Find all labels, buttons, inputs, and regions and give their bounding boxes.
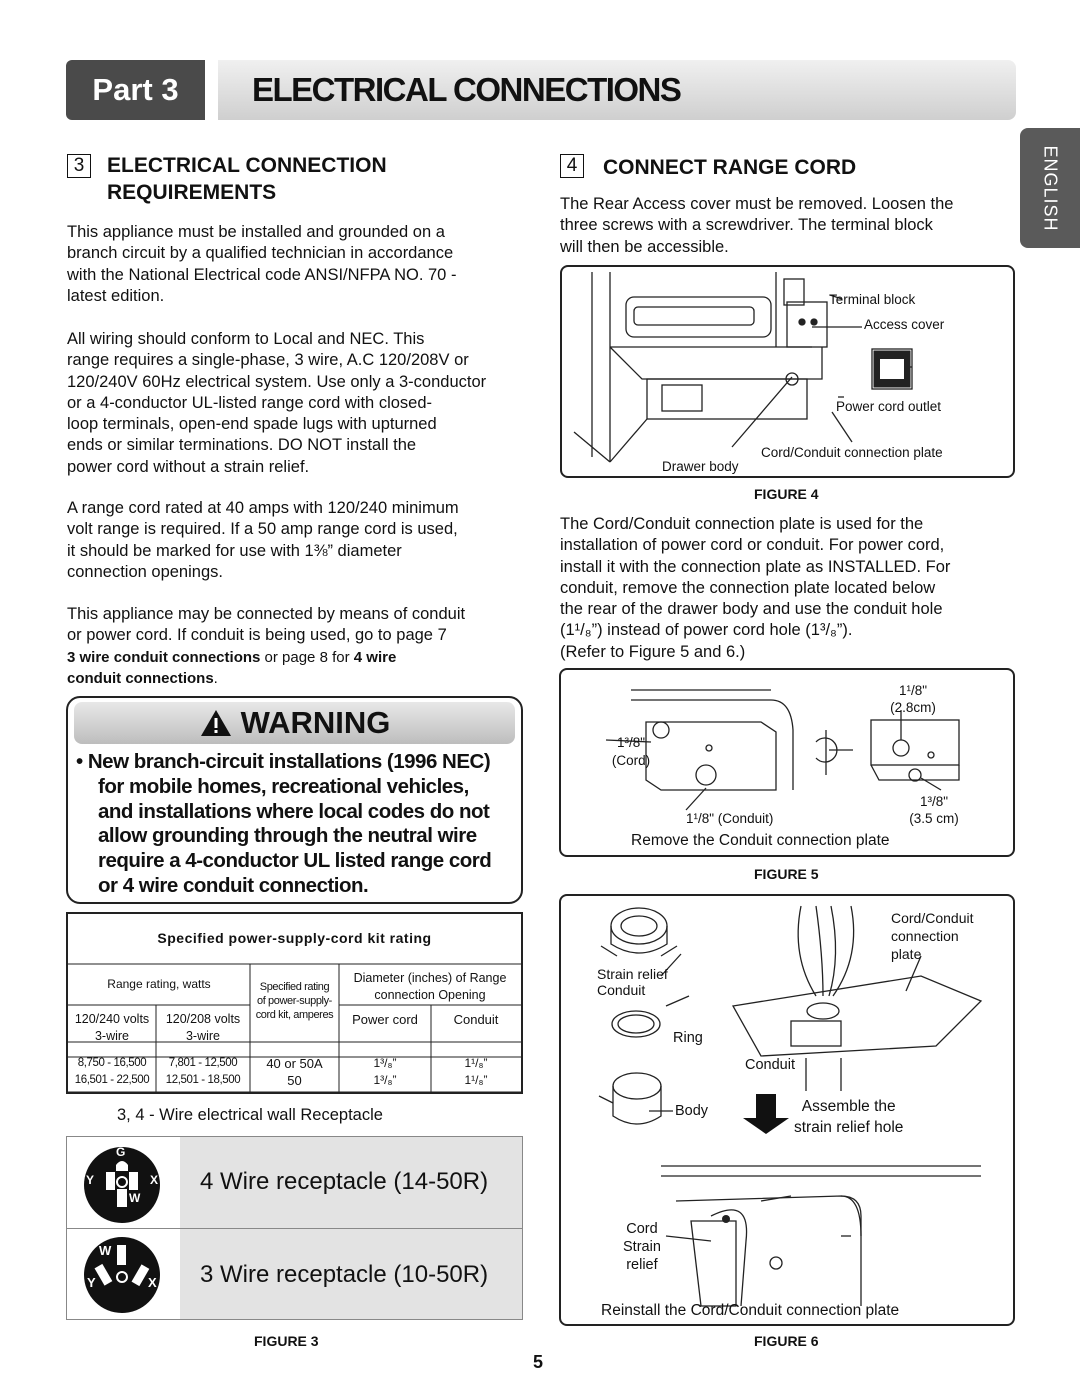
text-line: All wiring should conform to Local and NEC. This: [67, 330, 425, 348]
section-4-intro: [560, 194, 953, 258]
label-power-cord-outlet: Power cord outlet: [836, 399, 942, 414]
figure-6-caption: Reinstall the Cord/Conduit connection plate: [601, 1302, 900, 1319]
label-terminal-block: Terminal block: [829, 292, 916, 307]
figure-5-label: FIGURE 5: [754, 866, 819, 882]
figure-6-label: FIGURE 6: [754, 1333, 819, 1349]
warning-line: allow grounding through the neutral wire: [98, 824, 477, 848]
figure-5-caption: Remove the Conduit connection plate: [631, 832, 890, 849]
text-line: (Cord): [611, 753, 651, 768]
language-tab[interactable]: [1020, 128, 1080, 248]
text-line: of power-supply-: [257, 995, 332, 1007]
text-line: 3-wire: [94, 1029, 130, 1043]
section-number-4: 4: [560, 154, 584, 178]
text-line: installation of power cord or conduit. For power cord,: [560, 536, 945, 555]
label-connection-plate: Cord/Conduit connection plate: [761, 445, 943, 460]
text-line: Assemble the: [801, 1098, 896, 1115]
label-assemble: [794, 1096, 903, 1138]
warning-line: and installations where local codes do not: [98, 799, 490, 823]
text-line: or a 4-conductor UL-listed range cord with closed-: [67, 393, 433, 412]
table-cell: 40 or 50A: [266, 1056, 323, 1071]
table-cell: 16,501 - 22,500: [74, 1074, 150, 1086]
text-line: the rear of the drawer body and use the conduit hole: [560, 600, 943, 619]
warning-line: • New branch-circuit installations (1996 NEC): [76, 750, 491, 773]
text-line: This appliance must be installed and grounded on a: [67, 223, 445, 241]
text-line: connection: [891, 928, 959, 944]
warning-line: require a 4-conductor UL listed range cord: [98, 849, 492, 873]
section-number-3: 3: [67, 154, 91, 178]
pin-label: W: [99, 1243, 112, 1258]
text-line: 1³/8": [616, 735, 646, 750]
bold-link-text: conduit connections: [67, 669, 214, 687]
text-line: Cord/Conduit: [891, 910, 974, 926]
divider: [67, 1228, 180, 1229]
table-cell: 1¹/₈”: [464, 1073, 488, 1087]
label-strain-relief-conduit: [597, 966, 668, 998]
receptacle-10-50r-label: 3 Wire receptacle (10-50R): [200, 1261, 489, 1288]
text-line: (1¹/₈”) instead of power cord hole (1³/₈”).: [560, 621, 853, 640]
page-title: ELECTRICAL CONNECTIONS: [218, 60, 1016, 120]
text-line: connection Opening: [374, 988, 486, 1002]
receptacle-caption: 3, 4 - Wire electrical wall Receptacle: [117, 1106, 383, 1124]
text-span: or page 8 for: [260, 648, 354, 666]
pin-label: W: [129, 1191, 141, 1205]
text-line: branch circuit by a qualified technician in accordance: [67, 244, 454, 263]
text-line: install it with the connection plate as INSTALLED. For: [560, 557, 951, 576]
text-line: 120/240 volts: [74, 1012, 150, 1026]
part-label: Part 3: [66, 60, 205, 120]
text-line: latest edition.: [67, 286, 165, 305]
text-line: [67, 647, 465, 668]
text-line: ends or similar terminations. DO NOT install the: [67, 436, 417, 455]
section-3-heading-line2: REQUIREMENTS: [107, 181, 277, 204]
warning-text: [76, 750, 518, 899]
text-line: (2.8cm): [890, 700, 936, 715]
table-cell: 12,501 - 18,500: [165, 1074, 241, 1086]
label-cord-size: [601, 734, 661, 770]
table-title: Specified power-supply-cord kit rating: [157, 930, 432, 946]
text-line: range requires a single-phase, 3 wire, A.C 120/208V or: [67, 351, 469, 370]
receptacle-panel: [66, 1136, 523, 1320]
table-header-diameter: [339, 970, 521, 1004]
section-3-heading: [107, 152, 387, 206]
text-line: conduit, remove the connection plate located below: [560, 578, 936, 597]
section-4-para-2: [560, 514, 950, 663]
text-line: plate: [891, 946, 922, 962]
warning-label: WARNING: [240, 705, 391, 740]
figure-3-label: FIGURE 3: [254, 1333, 319, 1349]
table-header-conduit: Conduit: [453, 1012, 499, 1027]
text-line: loop terminals, open-end spade lugs with upturned: [67, 415, 437, 434]
table-header-spec: [250, 980, 339, 1022]
table-cell: 1¹/₈”: [464, 1056, 488, 1070]
label-top-size: [883, 682, 943, 716]
figure-5-frame: [559, 668, 1015, 857]
text-line: (Refer to Figure 5 and 6.): [560, 642, 746, 661]
text-line: 120/208 volts: [165, 1012, 241, 1026]
text-line: 3-wire: [185, 1029, 221, 1043]
text-line: with the National Electrical code ANSI/NFPA NO. 70 -: [67, 265, 457, 284]
bold-link-text: 4 wire: [353, 648, 397, 666]
text-line: The Rear Access cover must be removed. Loosen the: [560, 195, 954, 213]
warning-line: or 4 wire conduit connection.: [98, 873, 369, 897]
text-line: This appliance may be connected by means of conduit: [67, 605, 466, 623]
table-cell: 8,750 - 16,500: [77, 1057, 147, 1069]
text-line: volt range is required. If a 50 amp range cord is used,: [67, 520, 458, 539]
warning-banner: [74, 702, 515, 744]
label-ring: Ring: [673, 1030, 703, 1046]
text-line: power cord without a strain relief.: [67, 457, 310, 476]
text-span: .: [213, 669, 218, 687]
label-body: Body: [675, 1103, 709, 1119]
pin-label: Y: [86, 1173, 95, 1187]
text-line: The Cord/Conduit connection plate is used for the: [560, 515, 924, 533]
label-conduit-size: 1¹/8" (Conduit): [686, 811, 774, 826]
label-cord-strain-relief: [623, 1220, 661, 1274]
table-header-range: Range rating, watts: [107, 977, 211, 991]
warning-triangle-icon: [199, 708, 233, 738]
table-cell: 1³/₈”: [373, 1073, 397, 1087]
text-line: connection openings.: [67, 562, 223, 581]
text-line: three screws with a screwdriver. The terminal block: [560, 216, 933, 235]
section-3-heading-line1: ELECTRICAL CONNECTION: [107, 154, 387, 177]
label-drawer-body: Drawer body: [662, 459, 739, 474]
figure-4-label: FIGURE 4: [754, 486, 819, 502]
text-line: (3.5 cm): [909, 811, 959, 826]
label-cord-conduit-plate: [891, 909, 974, 963]
section-3-para-1: [67, 222, 456, 307]
pin-label: Y: [87, 1275, 96, 1290]
pin-label: G: [116, 1145, 126, 1159]
text-line: Strain: [623, 1239, 661, 1255]
section-3-para-2: [67, 329, 486, 478]
table-cell: 1³/₈”: [373, 1056, 397, 1070]
bold-link-text: 3 wire conduit connections: [67, 648, 261, 666]
receptacle-14-50r-label: 4 Wire receptacle (14-50R): [200, 1168, 489, 1195]
figure-6-frame: [559, 894, 1015, 1326]
text-line: Conduit: [597, 982, 646, 998]
text-line: Diameter (inches) of Range: [353, 971, 507, 985]
text-line: will then be accessible.: [560, 237, 729, 256]
text-line: 1³/8": [919, 794, 949, 809]
rating-table: [66, 912, 523, 1094]
label-conduit: Conduit: [745, 1057, 795, 1073]
text-line: strain relief hole: [794, 1119, 904, 1136]
table-header-power-cord: Power cord: [352, 1012, 418, 1027]
table-header-240v: [68, 1011, 156, 1045]
table-cell: 50: [287, 1073, 302, 1088]
text-line: or power cord. If conduit is being used, go to page 7: [67, 626, 447, 645]
section-3-para-4: [67, 604, 465, 689]
pin-label: X: [150, 1173, 159, 1187]
text-line: A range cord rated at 40 amps with 120/240 minimum: [67, 499, 459, 517]
text-line: 1¹/8": [898, 683, 928, 698]
text-line: cord kit, amperes: [255, 1009, 334, 1021]
divider: [180, 1228, 522, 1229]
table-cell: 7,801 - 12,500: [168, 1057, 238, 1069]
section-4-heading: CONNECT RANGE CORD: [603, 156, 857, 179]
figure-4-frame: [560, 265, 1015, 478]
label-access-cover: Access cover: [864, 317, 945, 332]
text-line: Cord: [626, 1221, 658, 1237]
text-line: 120/240V 60Hz electrical system. Use only a 3-conductor: [67, 372, 487, 391]
warning-line: for mobile homes, recreational vehicles,: [98, 774, 469, 798]
language-tab-label: ENGLISH: [1040, 144, 1061, 232]
text-line: [67, 668, 465, 689]
text-line: Strain relief: [597, 966, 668, 982]
label-bottom-size: [904, 793, 964, 827]
table-header-208v: [156, 1011, 250, 1045]
page-number: 5: [533, 1352, 544, 1372]
text-line: relief: [626, 1257, 658, 1273]
text-line: Specified rating: [259, 981, 330, 993]
section-3-para-3: [67, 498, 459, 583]
text-line: it should be marked for use with 1⅜” diameter: [67, 541, 402, 560]
pin-label: X: [148, 1275, 157, 1290]
